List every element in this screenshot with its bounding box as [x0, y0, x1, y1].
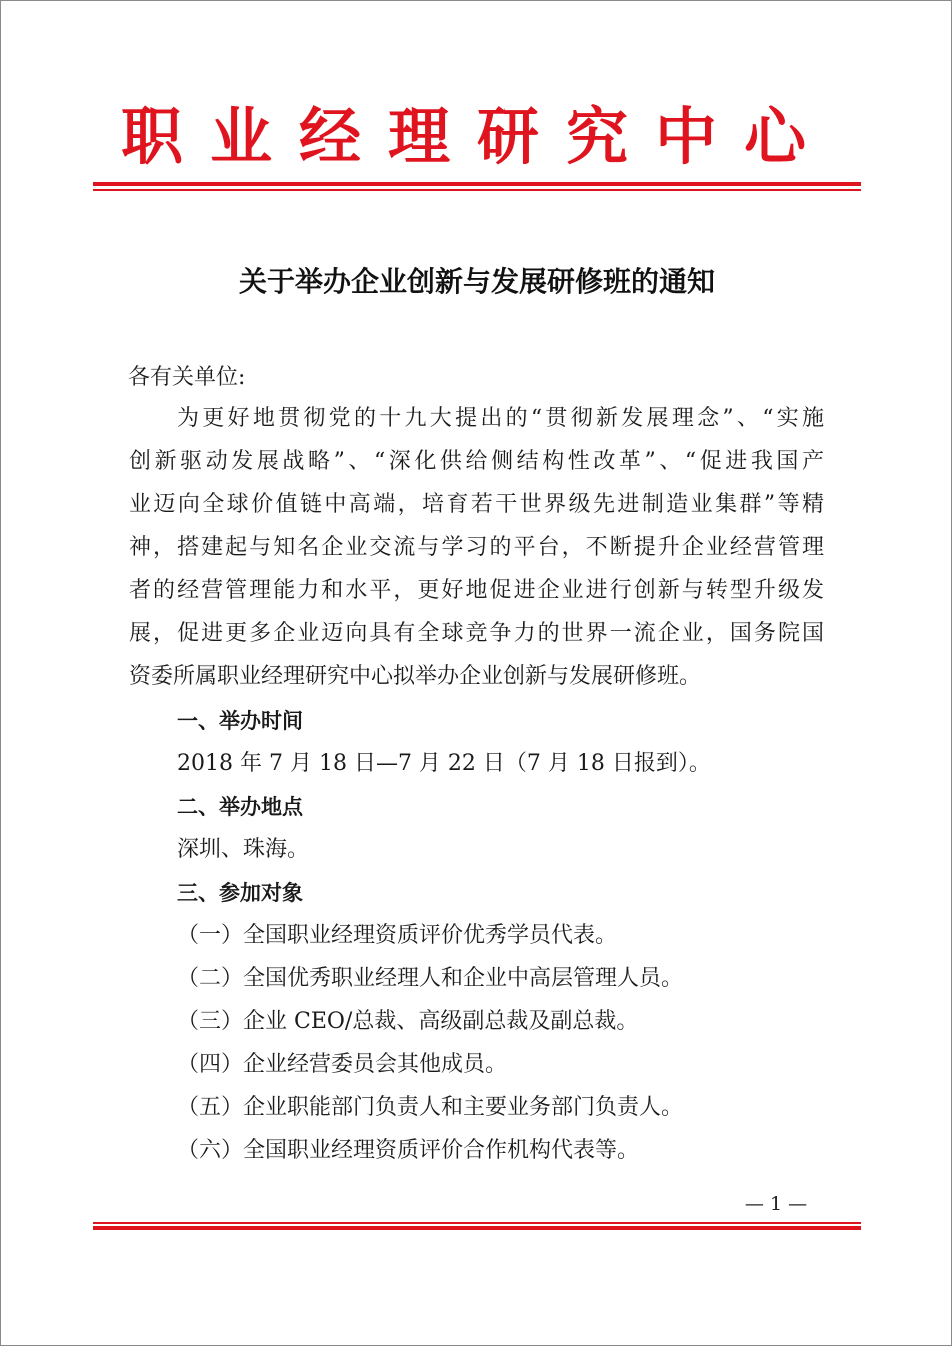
section-heading-location: 二、举办地点 [177, 795, 303, 819]
footer-rule-thick [93, 1226, 861, 1230]
letterhead-rule-thick [93, 182, 861, 186]
letterhead-rule-thin [93, 189, 861, 191]
intro-line: 展，促进更多企业迈向具有全球竞争力的世界一流企业，国务院国 [129, 621, 824, 646]
letterhead-title: 职业经理研究中心 [120, 100, 833, 173]
participant-item: （二）全国优秀职业经理人和企业中高层管理人员。 [177, 966, 684, 991]
participant-item: （三）企业 CEO/总裁、高级副总裁及副总裁。 [177, 1009, 639, 1034]
intro-line: 为更好地贯彻党的十九大提出的“贯彻新发展理念”、“实施 [177, 406, 824, 431]
intro-line: 资委所属职业经理研究中心拟举办企业创新与发展研修班。 [129, 664, 702, 689]
intro-line: 业迈向全球价值链中高端，培育若干世界级先进制造业集群”等精 [129, 492, 824, 517]
section-heading-participants: 三、参加对象 [177, 881, 303, 905]
intro-line: 者的经营管理能力和水平，更好地促进企业进行创新与转型升级发 [129, 578, 824, 603]
intro-line: 创新驱动发展战略”、“深化供给侧结构性改革”、“促进我国产 [129, 449, 824, 474]
participant-item: （五）企业职能部门负责人和主要业务部门负责人。 [177, 1095, 684, 1120]
section-content-location: 深圳、珠海。 [177, 837, 310, 862]
section-content-time: 2018 年 7 月 18 日—7 月 22 日（7 月 18 日报到）。 [177, 751, 711, 776]
document-title: 关于举办企业创新与发展研修班的通知 [238, 265, 715, 298]
salutation: 各有关单位: [128, 365, 246, 390]
participant-item: （一）全国职业经理资质评价优秀学员代表。 [177, 923, 618, 948]
section-heading-time: 一、举办时间 [177, 709, 303, 733]
footer-rule-thin [93, 1222, 861, 1224]
intro-line: 神，搭建起与知名企业交流与学习的平台，不断提升企业经营管理 [129, 535, 824, 560]
participant-item: （六）全国职业经理资质评价合作机构代表等。 [177, 1138, 640, 1163]
participant-item: （四）企业经营委员会其他成员。 [177, 1052, 508, 1077]
page-number: — 1 — [744, 1193, 808, 1215]
